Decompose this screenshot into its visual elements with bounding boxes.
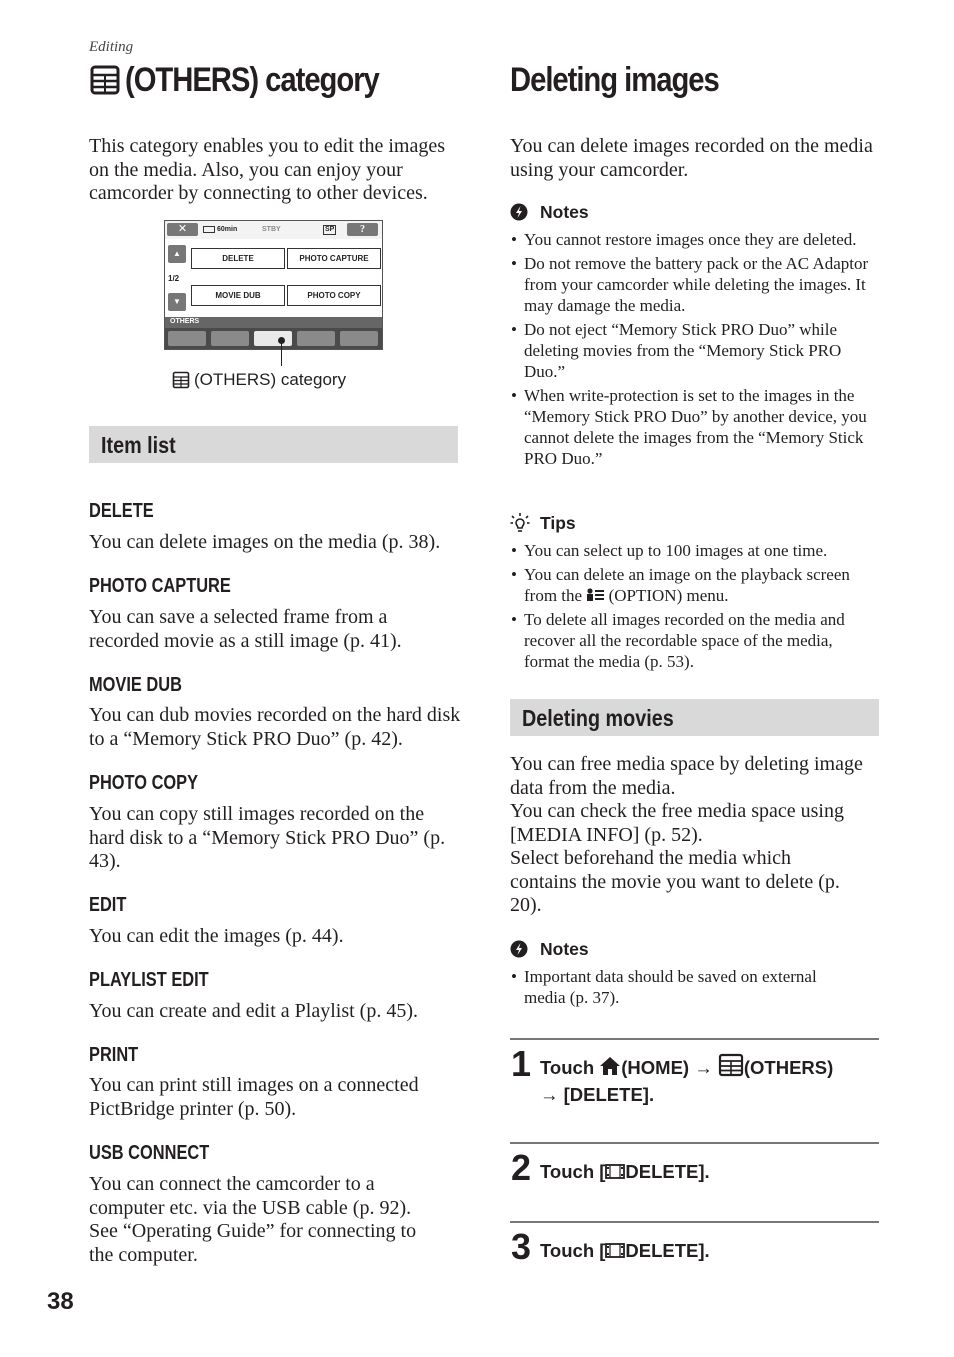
item-name: DELETE [89, 500, 154, 522]
notes-title: Notes [540, 202, 589, 222]
step-text-a: Touch [ [540, 1161, 606, 1182]
step-text-b: DELETE]. [625, 1161, 710, 1182]
screen-caption: (OTHERS) category [194, 370, 347, 389]
item-name: PHOTO COPY [89, 772, 199, 794]
item-desc: You can connect the camcorder to a computer etc. via the USB cable (p. 92). See “Operating Guide” for connecting to the computer. [89, 1173, 417, 1266]
tips-icon [510, 512, 530, 534]
notes-icon [510, 940, 528, 958]
playback-tab-icon [211, 331, 249, 346]
item-list-header [89, 426, 458, 463]
lcd-photo-copy-button: PHOTO COPY [287, 285, 381, 306]
lcd-status-bar [165, 221, 382, 239]
step-touch: Touch [540, 1057, 595, 1078]
right-intro: You can delete images recorded on the media using your camcorder. [510, 135, 873, 181]
page-indicator: 1/2 [168, 274, 180, 283]
item-name: PHOTO CAPTURE [89, 575, 231, 597]
lcd-delete-button: DELETE [191, 248, 285, 269]
step-divider [510, 1221, 879, 1223]
item-desc: You can edit the images (p. 44). [89, 925, 344, 947]
step-text-a: Touch [ [540, 1240, 606, 1261]
step-1-text [540, 1053, 880, 1108]
help-button: ? [347, 223, 378, 236]
step-others: (OTHERS) [743, 1057, 834, 1078]
step-number: 1 [511, 1043, 532, 1084]
item-desc: You can create and edit a Playlist (p. 45). [89, 1000, 418, 1022]
step-divider [510, 1038, 879, 1040]
tips-title: Tips [540, 513, 576, 533]
lcd-category-bar [165, 317, 382, 328]
step-home: (HOME) [621, 1057, 690, 1078]
item-desc: You can copy still images recorded on the hard disk to a “Memory Stick PRO Duo” (p. 43). [89, 803, 446, 872]
battery-icon [203, 226, 215, 233]
item-desc: You can save a selected frame from a recorded movie as a still image (p. 41). [89, 606, 402, 652]
item-list-title: Item list [101, 432, 176, 458]
item-desc: You can delete images on the media (p. 38). [89, 531, 441, 553]
settings-tab-icon [340, 331, 378, 346]
lcd-photo-capture-button: PHOTO CAPTURE [287, 248, 381, 269]
scroll-up-icon: ▲ [168, 245, 186, 263]
note-item: • When write-protection is set to the images in the “Memory Stick PRO Duo” by another device, you cannot delete the images from the “Memory Stick PRO Duo.” [511, 385, 873, 469]
deleting-movies-paragraph [510, 753, 882, 918]
home-icon [599, 1056, 621, 1076]
section-label: Editing [89, 39, 134, 55]
tip-item: • To delete all images recorded on the media and recover all the recordable space of the media, format the media (p. 53). [511, 609, 879, 672]
item-name: MOVIE DUB [89, 674, 182, 696]
note-item: • You cannot restore images once they are deleted. [511, 229, 873, 250]
film-icon [605, 1159, 625, 1174]
others-category-icon [89, 64, 121, 96]
notes2-list [511, 966, 856, 1011]
dm-line: You can check the free media space using [MEDIA INFO] (p. 52). [510, 800, 844, 846]
note-item: • Do not eject “Memory Stick PRO Duo” while deleting movies from the “Memory Stick PRO Duo.” [511, 319, 873, 382]
manage-media-tab-icon [297, 331, 335, 346]
tips-list [511, 540, 879, 675]
standby-status: STBY [262, 226, 281, 233]
item-name: EDIT [89, 894, 127, 916]
others-icon [718, 1053, 744, 1077]
item-name: USB CONNECT [89, 1142, 210, 1164]
notes2-title: Notes [540, 939, 589, 959]
tip-text: You can delete an image on the playback screen from the [524, 565, 850, 605]
item-desc: You can dub movies recorded on the hard disk to a “Memory Stick PRO Duo” (p. 42). [89, 704, 461, 750]
others-tab-icon [254, 331, 292, 346]
arrow-icon: → [540, 1084, 559, 1105]
intro-paragraph: This category enables you to edit the images on the media. Also, you can enjoy your camcorder by connecting to other devices. [89, 135, 446, 204]
quality-badge: SP [325, 226, 335, 233]
deleting-movies-title: Deleting movies [522, 705, 674, 731]
tip-item: • You can select up to 100 images at one time. [511, 540, 879, 561]
scroll-down-icon: ▼ [168, 293, 186, 311]
right-page-title: Deleting images [510, 61, 719, 99]
close-button: ✕ [167, 223, 198, 236]
deleting-movies-header [510, 699, 879, 736]
arrow-icon: → [694, 1057, 713, 1078]
lcd-category-label: OTHERS [170, 318, 200, 325]
notes-icon [510, 203, 528, 221]
step-delete: [DELETE]. [563, 1084, 655, 1105]
step-text-b: DELETE]. [625, 1240, 710, 1261]
step-number: 3 [511, 1226, 532, 1267]
note-item: • Do not remove the battery pack or the AC Adaptor from your camcorder while deleting the images. It may damage the media. [511, 253, 873, 316]
item-name: PLAYLIST EDIT [89, 969, 209, 991]
notes-list [511, 229, 873, 472]
tip-text-suffix: (OPTION) menu. [604, 586, 729, 605]
step-2-text [540, 1158, 710, 1185]
camcorder-screen [164, 220, 383, 350]
lcd-tab-bar [165, 328, 382, 349]
film-icon [605, 1238, 625, 1253]
note-item: • Important data should be saved on external media (p. 37). [511, 966, 856, 1008]
page-number: 38 [47, 1288, 74, 1315]
lcd-movie-dub-button: MOVIE DUB [191, 285, 285, 306]
movie-tab-icon [168, 331, 206, 346]
dm-line: You can free media space by deleting image data from the media. [510, 753, 863, 799]
battery-time: 60min [217, 226, 238, 233]
tip-item [511, 564, 879, 606]
callout-dot [278, 337, 285, 344]
step-3-text [540, 1237, 710, 1264]
step-number: 2 [511, 1147, 532, 1188]
dm-line: Select beforehand the media which contains the movie you want to delete (p. 20). [510, 847, 840, 916]
item-name: PRINT [89, 1044, 139, 1066]
item-desc: You can print still images on a connected PictBridge printer (p. 50). [89, 1074, 419, 1120]
others-caption-icon [172, 371, 190, 389]
step-divider [510, 1142, 879, 1144]
left-page-title: (OTHERS) category [125, 61, 379, 99]
option-icon [586, 586, 604, 600]
